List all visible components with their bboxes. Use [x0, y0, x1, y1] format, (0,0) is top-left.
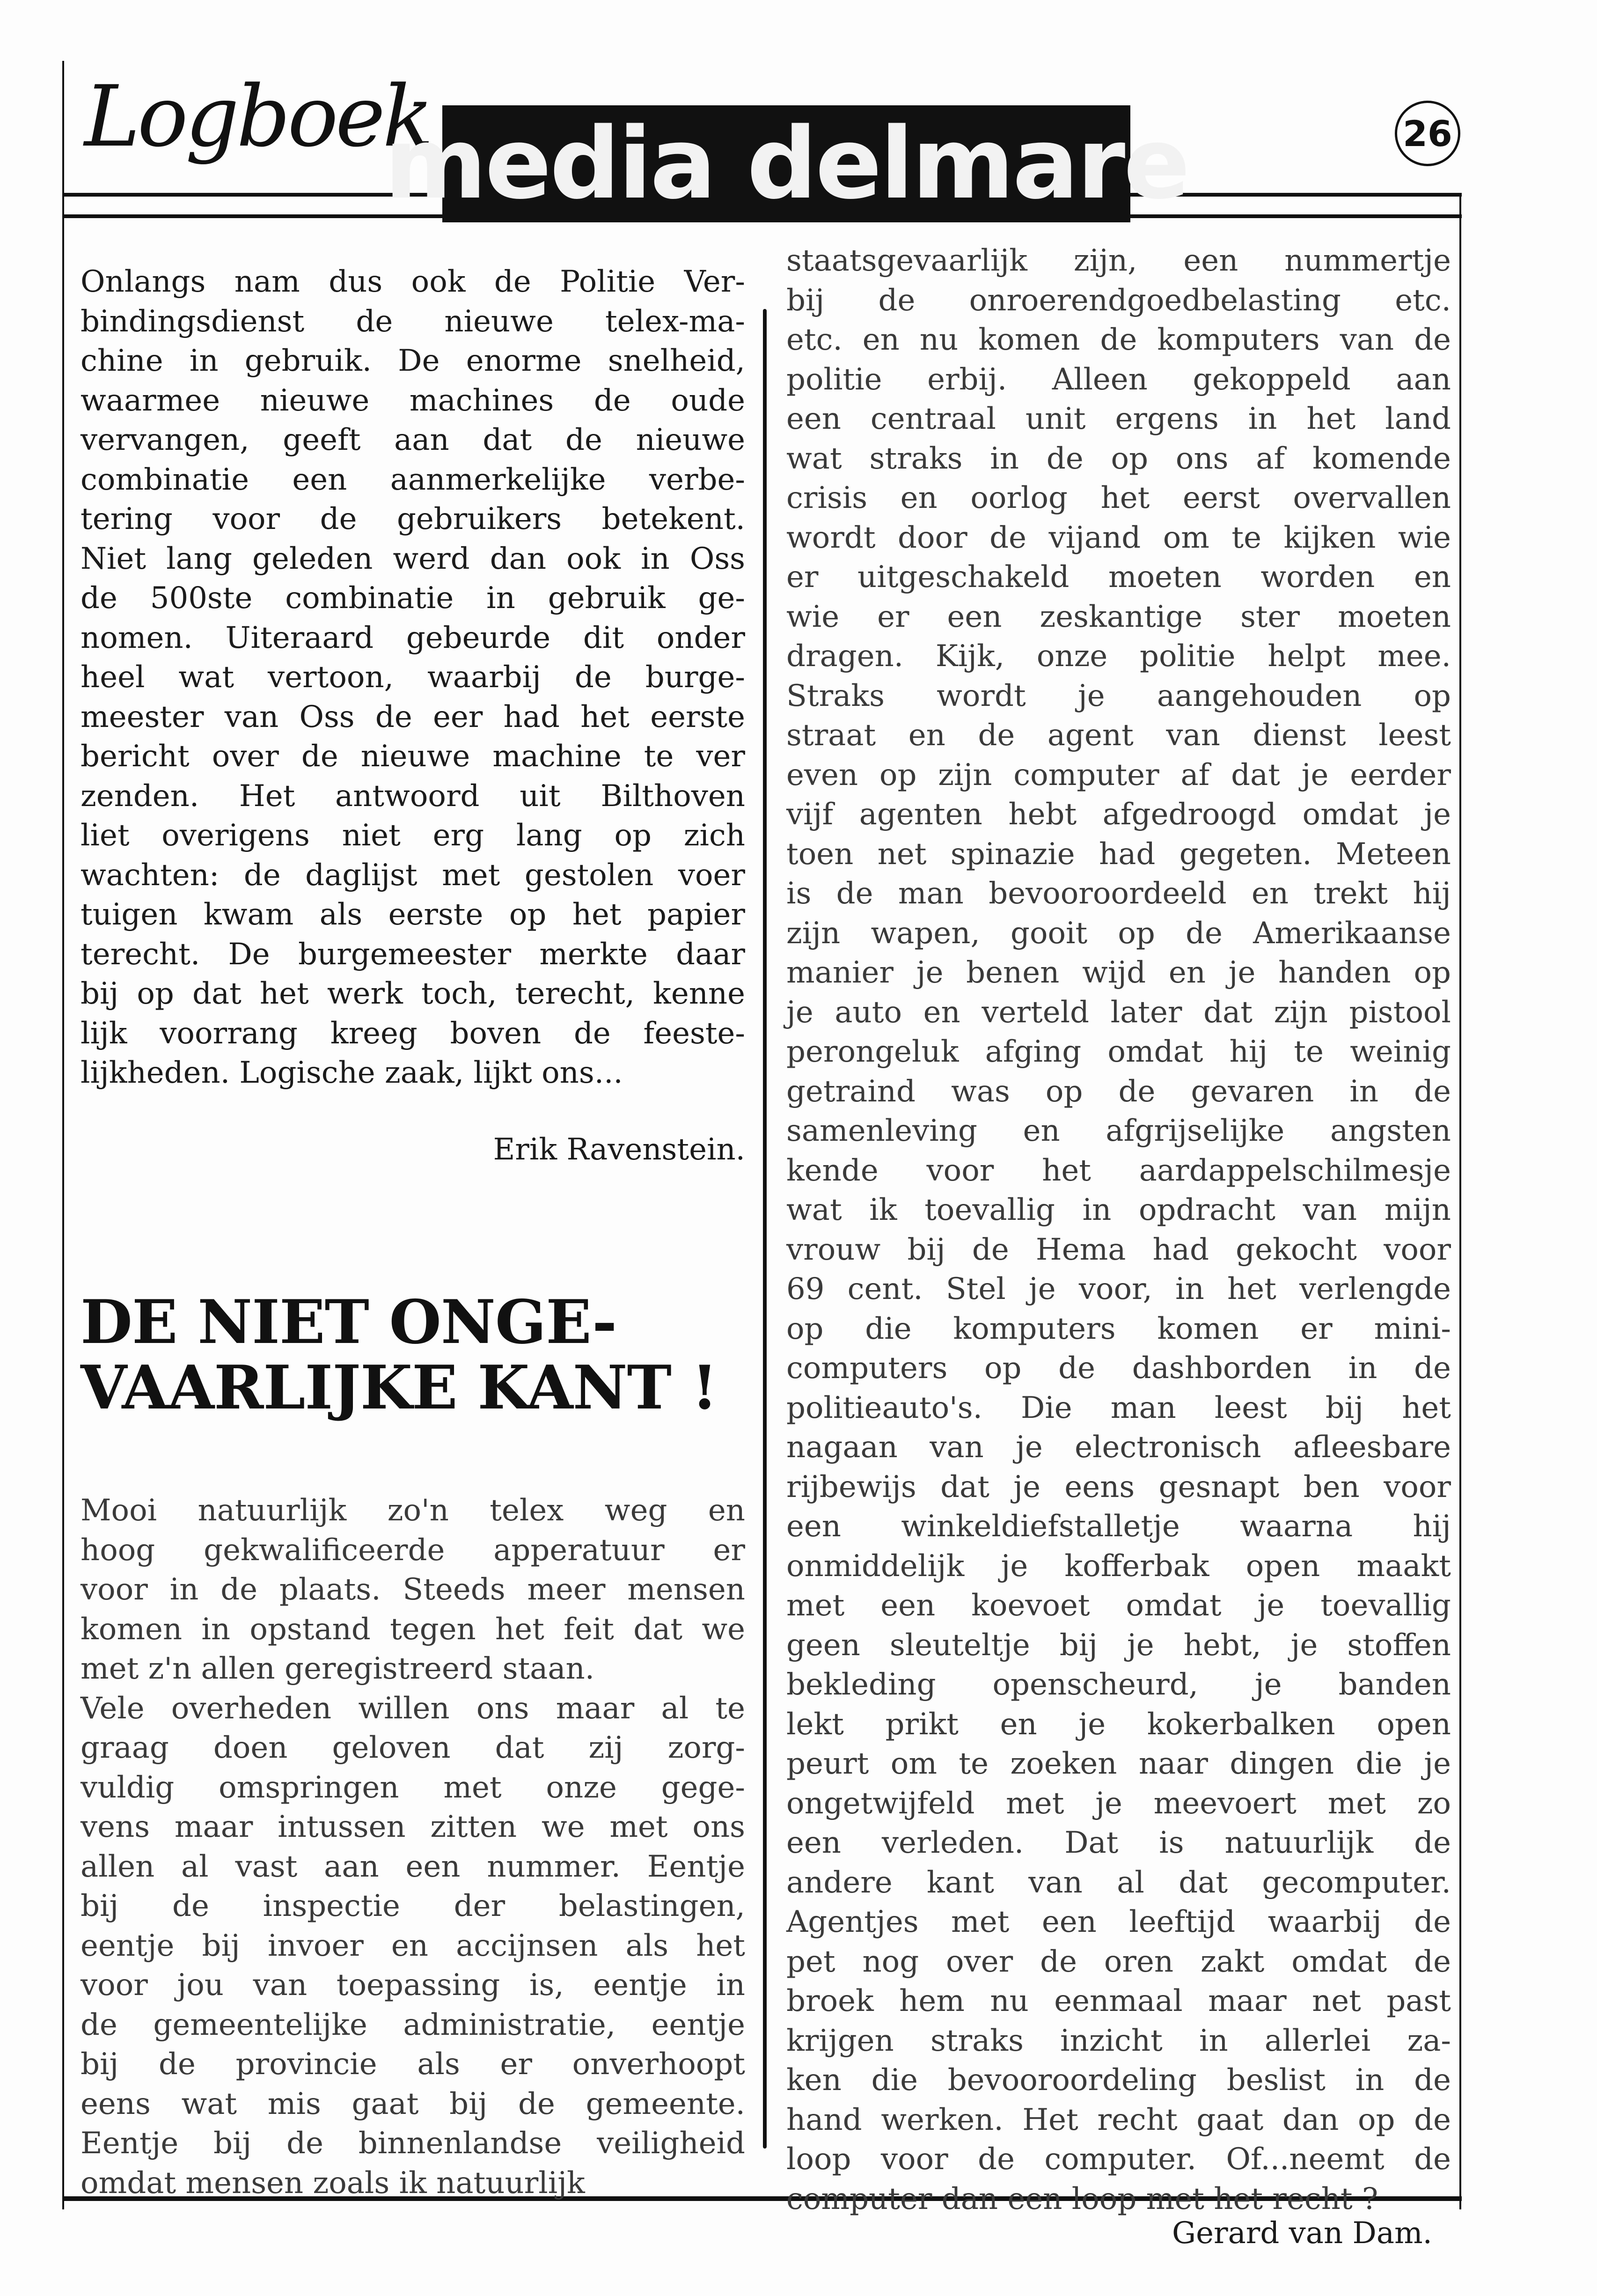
text-line: wachten: de daglijst met gestolen voer	[81, 858, 745, 893]
article-danger-body-left	[81, 1491, 745, 2203]
text-line: een winkeldiefstalletje waarna hij	[786, 1509, 1451, 1544]
text-line: meester van Oss de eer had het eerste	[81, 699, 745, 734]
logbook-script-logo: Logboek	[84, 68, 431, 166]
text-line: politie erbij. Alleen gekoppeld aan	[786, 362, 1451, 397]
text-line: Eentje bij de binnenlandse veiligheid	[81, 2126, 745, 2161]
text-line: perongeluk afging omdat hij te weinig	[786, 1034, 1451, 1069]
text-line: politieauto's. Die man leest bij het	[786, 1390, 1451, 1425]
text-line: Onlangs nam dus ook de Politie Ver-	[81, 264, 745, 299]
text-line: voor jou van toepassing is, eentje in	[81, 1968, 745, 2003]
text-line: lijk voorrang kreeg boven de feeste-	[81, 1016, 745, 1051]
text-line: wat ik toevallig in opdracht van mijn	[786, 1193, 1451, 1227]
text-line: vervangen, geeft aan dat de nieuwe	[81, 423, 745, 457]
text-line: rijbewijs dat je eens gesnapt ben voor	[786, 1469, 1451, 1504]
text-line: ongetwijfeld met je meevoert met zo	[786, 1786, 1451, 1821]
text-line: vijf agenten hebt afgedroogd omdat je	[786, 797, 1451, 832]
text-line: met z'n allen geregistreerd staan.	[81, 1651, 595, 1686]
text-line: samenleving en afgrijselijke angsten	[786, 1114, 1451, 1148]
text-line: een verleden. Dat is natuurlijk de	[786, 1826, 1451, 1860]
article-telex-body	[81, 262, 745, 1093]
headline-line-1: DE NIET ONGE-	[81, 1287, 617, 1357]
text-line: terecht. De burgemeester merkte daar	[81, 937, 745, 972]
text-line: graag doen geloven dat zij zorg-	[81, 1731, 745, 1765]
text-line: pet nog over de oren zakt omdat de	[786, 1944, 1451, 1979]
brand-logo-box	[384, 105, 1188, 222]
frame-border-right	[1459, 197, 1461, 2209]
text-line: computer dan een loop met het recht ?	[786, 2181, 1378, 2216]
text-line: omdat mensen zoals ik natuurlijk	[81, 2165, 585, 2201]
text-line: nomen. Uiteraard gebeurde dit onder	[81, 620, 745, 655]
text-line: etc. en nu komen de komputers van de	[786, 323, 1451, 357]
text-line: er uitgeschakeld moeten worden en	[786, 560, 1451, 594]
text-line: met een koevoet omdat je toevallig	[786, 1588, 1451, 1623]
text-line: komen in opstand tegen het feit dat we	[81, 1612, 745, 1647]
text-line: manier je benen wijd en je handen op	[786, 955, 1451, 990]
text-line: broek hem nu eenmaal maar net past	[786, 1984, 1451, 2018]
article-telex-author: Erik Ravenstein.	[493, 1132, 745, 1167]
text-line: andere kant van al dat gecomputer.	[786, 1865, 1451, 1900]
text-line: bij de onroerendgoedbelasting etc.	[786, 283, 1451, 318]
text-line: de gemeentelijke administratie, eentje	[81, 2007, 745, 2042]
text-line: peurt om te zoeken naar dingen die je	[786, 1746, 1451, 1781]
frame-border-left	[62, 61, 64, 2209]
text-line: bij op dat het werk toch, terecht, kenne	[81, 976, 745, 1011]
text-line: bericht over de nieuwe machine te ver	[81, 739, 745, 774]
article-danger-body-right	[786, 241, 1451, 2219]
text-line: vuldig omspringen met onze gege-	[81, 1770, 745, 1805]
text-line: nagaan van je electronisch afleesbare	[786, 1430, 1451, 1465]
text-line: heel wat vertoon, waarbij de burge-	[81, 660, 745, 695]
text-line: vrouw bij de Hema had gekocht voor	[786, 1232, 1451, 1267]
text-line: een centraal unit ergens in het land	[786, 402, 1451, 436]
brand-logo-text: media delmare	[384, 106, 1188, 221]
text-line: liet overigens niet erg lang op zich	[81, 818, 745, 853]
text-line: kende voor het aardappelschilmesje	[786, 1153, 1451, 1188]
text-line: dragen. Kijk, onze politie helpt mee.	[786, 639, 1451, 674]
text-line: loop voor de computer. Of...neemt de	[786, 2142, 1451, 2177]
article-danger-headline	[81, 1287, 745, 1423]
text-line: Niet lang geleden werd dan ook in Oss	[81, 541, 745, 576]
text-line: bij de provincie als er onverhoopt	[81, 2047, 745, 2082]
text-line: chine in gebruik. De enorme snelheid,	[81, 344, 745, 378]
text-line: je auto en verteld later dat zijn pistool	[786, 995, 1451, 1030]
text-line: zijn wapen, gooit op de Amerikaanse	[786, 916, 1451, 951]
text-line: lijkheden. Logische zaak, lijkt ons...	[81, 1056, 623, 1090]
text-line: lekt prikt en je kokerbalken open	[786, 1707, 1451, 1742]
text-line: wie er een zeskantige ster moeten	[786, 599, 1451, 634]
text-line: de 500ste combinatie in gebruik ge-	[81, 581, 745, 616]
text-line: getraind was op de gevaren in de	[786, 1074, 1451, 1109]
text-line: zenden. Het antwoord uit Bilthoven	[81, 778, 745, 814]
text-line: toen net spinazie had gegeten. Meteen	[786, 836, 1451, 872]
text-line: waarmee nieuwe machines de oude	[81, 383, 745, 418]
text-line: eens wat mis gaat bij de gemeente.	[81, 2086, 745, 2121]
page-number-badge: 26	[1395, 101, 1460, 166]
article-danger-continued	[786, 241, 1451, 2251]
text-line: hoog gekwalificeerde apperatuur er	[81, 1533, 745, 1568]
text-line: krijgen straks inzicht in allerlei za-	[786, 2023, 1451, 2058]
text-line: voor in de plaats. Steeds meer mensen	[81, 1572, 745, 1607]
article-danger-author: Gerard van Dam.	[1172, 2216, 1432, 2251]
text-line: eentje bij invoer en accijnsen als het	[81, 1928, 745, 1963]
text-line: wordt door de vijand om te kijken wie	[786, 520, 1451, 555]
column-divider	[763, 309, 767, 2149]
text-line: bij de inspectie der belastingen,	[81, 1889, 745, 1923]
text-line: staatsgevaarlijk zijn, een nummertje	[786, 243, 1451, 278]
text-line: 69 cent. Stel je voor, in het verlengde	[786, 1272, 1451, 1306]
text-line: Vele overheden willen ons maar al te	[81, 1691, 745, 1726]
text-line: geen sleuteltje bij je hebt, je stoffen	[786, 1628, 1451, 1663]
text-line: Agentjes met een leeftijd waarbij de	[786, 1905, 1451, 1939]
text-line: allen al vast aan een nummer. Eentje	[81, 1849, 745, 1884]
text-line: bindingsdienst de nieuwe telex-ma-	[81, 304, 745, 339]
text-line: ken die bevooroordeling beslist in de	[786, 2063, 1451, 2098]
headline-line-2: VAARLIJKE KANT !	[81, 1353, 718, 1423]
text-line: computers op de dashborden in de	[786, 1351, 1451, 1386]
article-telex	[81, 262, 745, 1167]
article-danger	[81, 1287, 745, 2203]
text-line: combinatie een aanmerkelijke verbe-	[81, 462, 745, 497]
text-line: even op zijn computer af dat je eerder	[786, 757, 1451, 792]
text-line: straat en de agent van dienst leest	[786, 718, 1451, 753]
text-line: tering voor de gebruikers betekent.	[81, 502, 745, 536]
text-line: Straks wordt je aangehouden op	[786, 678, 1451, 713]
text-line: op die komputers komen er mini-	[786, 1311, 1451, 1346]
text-line: vens maar intussen zitten we met ons	[81, 1810, 745, 1844]
text-line: Mooi natuurlijk zo'n telex weg en	[81, 1493, 745, 1528]
text-line: is de man bevooroordeeld en trekt hij	[786, 876, 1451, 911]
text-line: onmiddelijk je kofferbak open maakt	[786, 1548, 1451, 1584]
text-line: wat straks in de op ons af komende	[786, 441, 1451, 476]
text-line: crisis en oorlog het eerst overvallen	[786, 481, 1451, 515]
text-line: hand werken. Het recht gaat dan op de	[786, 2102, 1451, 2137]
text-line: tuigen kwam als eerste op het papier	[81, 897, 745, 932]
text-line: bekleding openscheurd, je banden	[786, 1667, 1451, 1702]
